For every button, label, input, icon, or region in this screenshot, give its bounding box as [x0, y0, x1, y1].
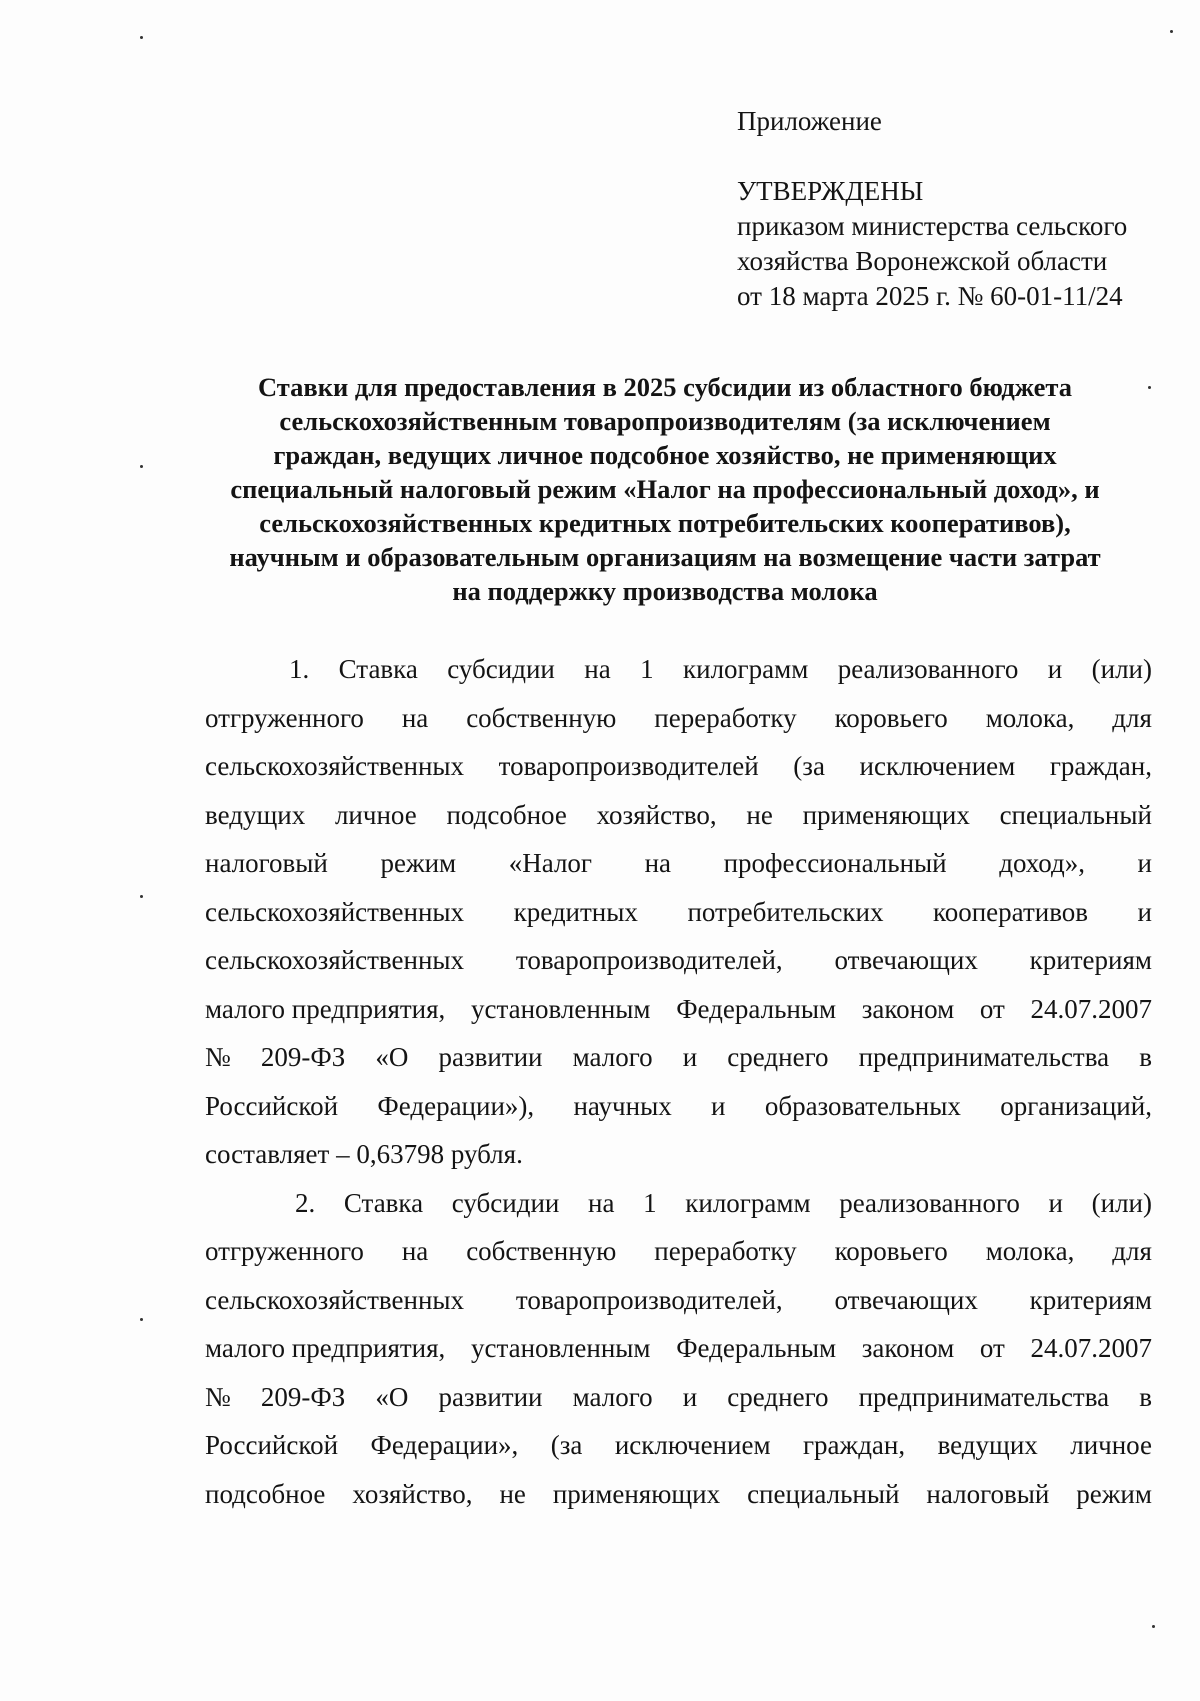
paragraph-1 — [205, 645, 1152, 1130]
word: на — [584, 654, 611, 684]
word: Федеральным — [676, 1333, 837, 1363]
word: и — [1137, 848, 1152, 878]
word: (за — [550, 1430, 583, 1460]
word: сельскохозяйственных — [205, 896, 465, 927]
word: хозяйство, — [596, 799, 717, 830]
paragraph1-line — [205, 888, 1152, 937]
word: 1 — [643, 1187, 657, 1218]
word: товаропроизводителей, — [515, 1284, 783, 1315]
word: образовательных — [764, 1090, 961, 1121]
word: № — [205, 1042, 231, 1072]
word: № — [205, 1381, 231, 1412]
paragraph-1-last-line: составляет – 0,63798 рубля. — [205, 1139, 523, 1169]
paragraph1-line — [205, 1082, 1152, 1131]
word: отгруженного — [205, 702, 364, 733]
scan-speck — [1170, 30, 1173, 33]
word: хозяйство, — [352, 1478, 473, 1509]
word: режим — [1076, 1478, 1152, 1509]
paragraph2-line — [205, 1324, 1152, 1373]
paragraph2-line — [205, 1421, 1152, 1470]
scan-speck — [1148, 386, 1151, 389]
word: Федерации»), — [377, 1090, 535, 1121]
word: собственную — [466, 1236, 617, 1266]
word: подсобное — [205, 1478, 326, 1509]
word: переработку — [654, 702, 797, 733]
word: Российской — [205, 1090, 339, 1121]
title-line: граждан, ведущих личное подсобное хозяйство, не применяющих — [273, 440, 1057, 470]
word: переработку — [654, 1236, 797, 1266]
scan-speck — [1152, 1625, 1155, 1628]
paragraph1-line — [205, 936, 1152, 985]
word: граждан, — [1049, 751, 1152, 781]
word: Ставка — [338, 654, 418, 684]
word: организаций, — [1000, 1090, 1152, 1121]
word: молока, — [985, 1236, 1075, 1266]
order-line-2: хозяйства Воронежской области — [737, 246, 1108, 276]
paragraph1-line — [205, 694, 1152, 743]
word: критериям — [1029, 1284, 1152, 1315]
word: отвечающих — [834, 1284, 978, 1315]
word: Федерации», — [370, 1430, 519, 1460]
word: 24.07.2007 — [1030, 1333, 1152, 1363]
word: предпринимательства — [858, 1381, 1110, 1412]
word: налоговый — [205, 848, 328, 878]
word: от — [979, 1333, 1005, 1363]
word: специальный — [999, 799, 1152, 830]
word: субсидии — [451, 1187, 560, 1218]
word: профессиональный — [723, 848, 947, 878]
word: от — [979, 993, 1005, 1024]
document-title — [160, 370, 1170, 608]
word: (за — [793, 751, 825, 781]
word: и — [682, 1381, 698, 1412]
title-line: научным и образовательным организациям на возмещение части затрат — [229, 542, 1101, 572]
word: сельскохозяйственных — [205, 751, 465, 781]
word: на — [644, 848, 672, 878]
word: развитии — [438, 1042, 543, 1072]
word: 209-ФЗ — [260, 1042, 346, 1072]
appendix-label: Приложение — [737, 106, 882, 136]
word: для — [1112, 702, 1152, 733]
word: малого предприятия, — [205, 993, 446, 1024]
word: отгруженного — [205, 1236, 364, 1266]
word: специальный — [747, 1478, 900, 1509]
paragraph1-line — [205, 645, 1152, 694]
word: и — [1047, 654, 1063, 684]
scan-speck — [140, 1318, 143, 1321]
word: и — [1137, 896, 1152, 927]
paragraph1-line — [205, 985, 1152, 1034]
word: применяющих — [552, 1478, 721, 1509]
paragraph1-line — [205, 791, 1152, 840]
word: и — [1048, 1187, 1063, 1218]
word: коровьего — [834, 702, 948, 733]
word: килограмм — [683, 654, 809, 684]
word: кредитных — [513, 896, 638, 927]
title-line: специальный налоговый режим «Налог на профессиональный доход», и — [230, 474, 1100, 504]
order-line-3: от 18 марта 2025 г. № 60-01-11/24 — [737, 281, 1123, 311]
word: развитии — [438, 1381, 543, 1412]
word: потребительских — [687, 896, 884, 927]
scan-speck — [140, 895, 143, 898]
paragraph1-line — [205, 1033, 1152, 1082]
word: на — [401, 702, 429, 733]
word: отвечающих — [834, 945, 978, 975]
word: на — [588, 1187, 615, 1218]
paragraph2-line — [205, 1179, 1152, 1228]
word: среднего — [727, 1381, 829, 1412]
word: режим — [380, 848, 457, 878]
word: «О — [375, 1042, 409, 1072]
word: среднего — [727, 1042, 829, 1072]
word: малого — [572, 1381, 653, 1412]
title-line: на поддержку производства молока — [452, 576, 878, 606]
word: законом — [861, 993, 955, 1024]
order-line-1: приказом министерства сельского — [737, 211, 1128, 241]
word: личное — [1070, 1430, 1152, 1460]
word: критериям — [1029, 945, 1152, 975]
word: «О — [375, 1381, 409, 1412]
word: товаропроизводителей — [498, 751, 759, 781]
word: установленным — [470, 993, 651, 1024]
word: молока, — [985, 702, 1075, 733]
word: коровьего — [834, 1236, 948, 1266]
word: 1. — [289, 654, 310, 684]
word: в — [1139, 1381, 1152, 1412]
scan-speck — [140, 36, 143, 39]
word: Ставка — [343, 1187, 424, 1218]
word: «Налог — [508, 848, 593, 878]
word: 2. — [295, 1187, 316, 1218]
word: и — [711, 1090, 726, 1121]
word: малого — [572, 1042, 653, 1072]
word: ведущих — [937, 1430, 1038, 1460]
word: исключением — [859, 751, 1016, 781]
word: для — [1112, 1236, 1152, 1266]
word: (или) — [1091, 654, 1152, 684]
word: не — [499, 1478, 526, 1509]
word: реализованного — [839, 1187, 1020, 1218]
word: граждан, — [802, 1430, 906, 1460]
word: Федеральным — [676, 993, 837, 1024]
word: кооперативов — [932, 896, 1089, 927]
word: сельскохозяйственных — [205, 945, 465, 975]
word: товаропроизводителей, — [515, 945, 783, 975]
word: установленным — [470, 1333, 651, 1363]
word: в — [1139, 1042, 1152, 1072]
title-line: сельскохозяйственных кредитных потребительских кооперативов), — [259, 508, 1071, 538]
word: законом — [861, 1333, 955, 1363]
paragraph-2 — [205, 1179, 1152, 1519]
word: подсобное — [446, 799, 567, 830]
word: на — [401, 1236, 429, 1266]
word: 209-ФЗ — [260, 1381, 346, 1412]
title-line: сельскохозяйственным товаропроизводителям (за исключением — [279, 406, 1051, 436]
word: предпринимательства — [858, 1042, 1110, 1072]
word: не — [746, 799, 773, 830]
paragraph2-line — [205, 1470, 1152, 1519]
word: (или) — [1091, 1187, 1152, 1218]
word: собственную — [466, 702, 617, 733]
word: 24.07.2007 — [1030, 993, 1152, 1024]
word: личное — [334, 799, 417, 830]
word: реализованного — [837, 654, 1019, 684]
paragraph2-line — [205, 1373, 1152, 1422]
word: 1 — [640, 654, 654, 684]
word: исключением — [614, 1430, 771, 1460]
scan-speck — [140, 465, 143, 468]
word: малого предприятия, — [205, 1333, 446, 1363]
approved-heading: УТВЕРЖДЕНЫ — [737, 176, 924, 206]
word: применяющих — [802, 799, 970, 830]
word: сельскохозяйственных — [205, 1284, 465, 1315]
title-line: Ставки для предоставления в 2025 субсидии из областного бюджета — [258, 372, 1072, 402]
word: субсидии — [447, 654, 555, 684]
paragraph1-line — [205, 742, 1152, 791]
paragraph2-line — [205, 1276, 1152, 1325]
paragraph2-line — [205, 1227, 1152, 1276]
word: налоговый — [926, 1478, 1050, 1509]
word: ведущих — [205, 799, 306, 830]
word: доход», — [999, 848, 1085, 878]
document-body — [205, 645, 1152, 1518]
word: Российской — [205, 1430, 339, 1460]
approval-block — [737, 104, 1157, 314]
paragraph1-line — [205, 839, 1152, 888]
word: и — [682, 1042, 698, 1072]
word: научных — [573, 1090, 672, 1121]
word: килограмм — [685, 1187, 811, 1218]
